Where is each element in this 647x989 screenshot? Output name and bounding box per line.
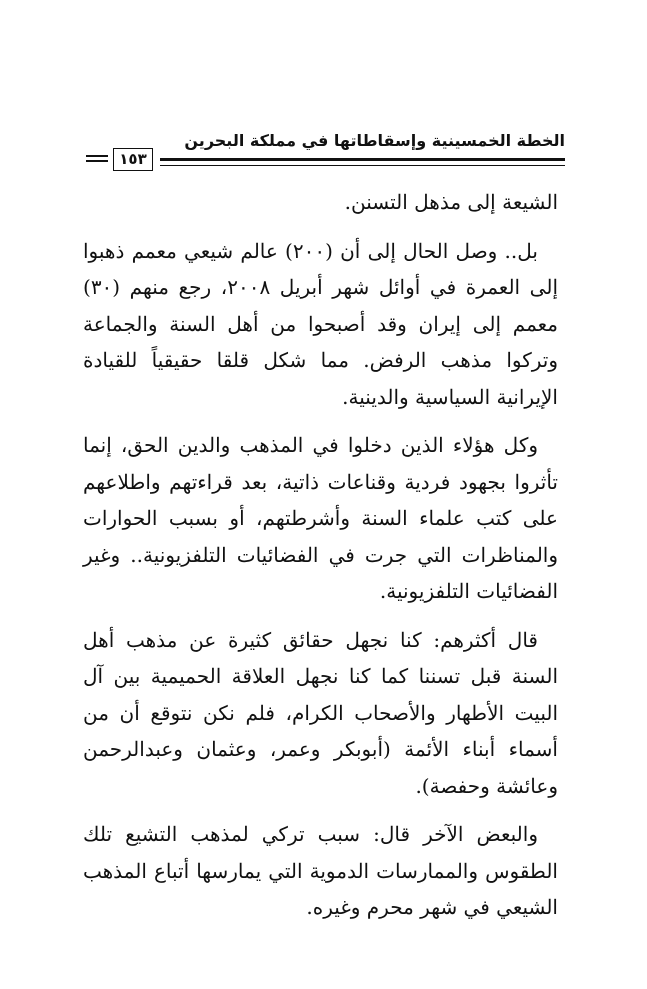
header-rule-thin [160,165,565,166]
paragraph: بل.. وصل الحال إلى أن (٢٠٠) عالم شيعي معمم ذهبوا إلى العمرة في أوائل شهر أبريل ٢٠٠٨، رجع منهم (٣٠) معمم إلى إيران وقد أصبحوا من أهل السنة والجماعة وتركوا مذهب الرفض. مما شكل قلقا حقيقياً للقيادة الإيرانية السياسية والدينية. [83,238,558,409]
paragraph: والبعض الآخر قال: سبب تركي لمذهب التشيع تلك الطقوس والممارسات الدموية التي يمارسها أتباع المذهب الشيعي في شهر محرم وغيره. [83,822,558,919]
header-rule-thick [160,158,565,161]
paragraph: الشيعة إلى مذهل التسنن. [344,190,558,214]
paragraph: وكل هؤلاء الذين دخلوا في المذهب والدين الحق، إنما تأثروا بجهود فردية وقناعات ذاتية، بعد قراءتهم واطلاعهم على كتب علماء السنة وأشرطتهم، أو بسبب الحوارات والمناظرات التي جرت في الفضائيات التلفزيونية.. وغير الفضائيات التلفزيونية. [83,433,558,603]
running-header-title: الخطة الخمسينية وإسقاطاتها في مملكة البحرين [184,131,565,150]
page-number-ornament [86,155,108,162]
body-text [83,184,558,938]
page-number: ١٥٣ [113,148,153,171]
paragraph: قال أكثرهم: كنا نجهل حقائق كثيرة عن مذهب أهل السنة قبل تسننا كما كنا نجهل العلاقة الحميمية بين آل البيت الأطهار والأصحاب الكرام، فلم نكن نتوقع أن من أسماء أبناء الأئمة (أبوبكر وعمر، وعثمان وعبدالرحمن وعائشة وحفصة). [83,627,558,798]
